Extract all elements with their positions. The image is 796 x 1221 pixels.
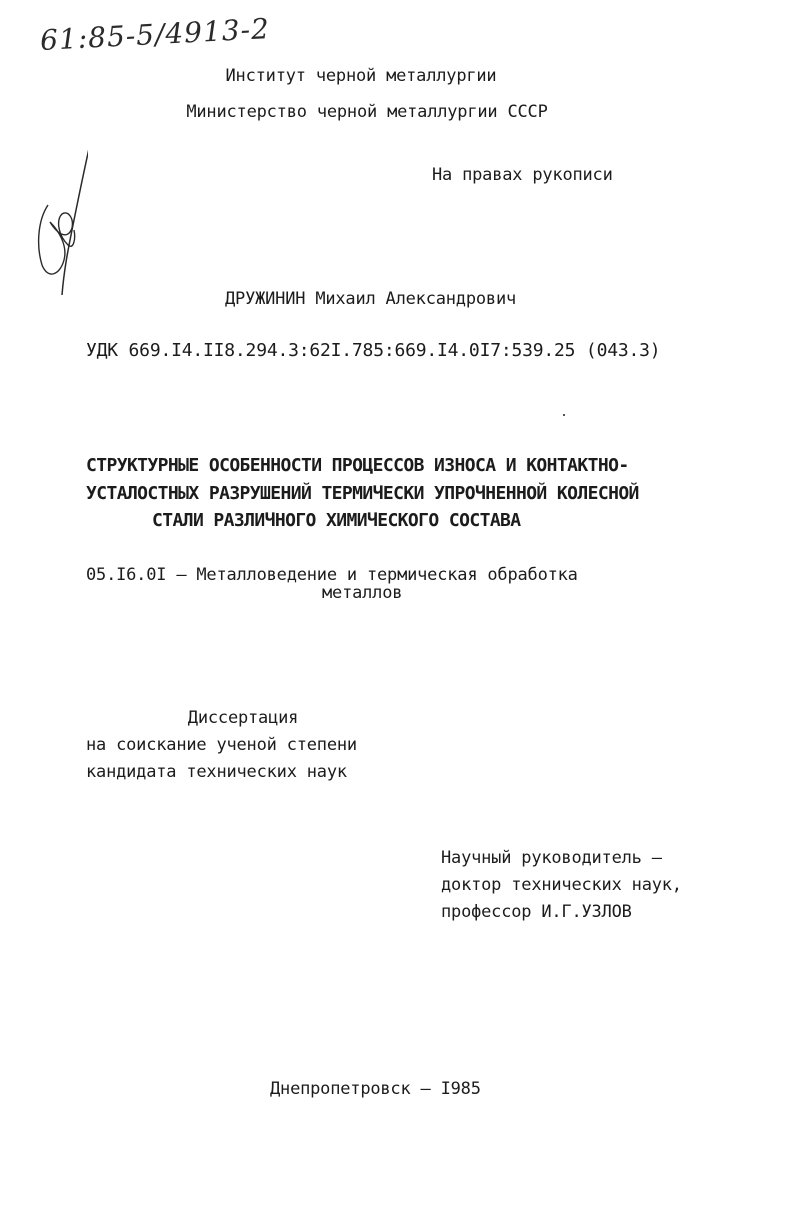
title-line-2: УСТАЛОСТНЫХ РАЗРУШЕНИЙ ТЕРМИЧЕСКИ УПРОЧНЕННОЙ КОЛЕСНОЙ — [86, 483, 639, 504]
dissertation-label: Диссертация — [187, 708, 299, 728]
degree-line: на соискание ученой степени — [86, 735, 357, 755]
scan-speck — [563, 414, 565, 416]
author-name: ДРУЖИНИН Михаил Александрович — [225, 289, 517, 309]
city-year: Днепропетровск – I985 — [270, 1079, 481, 1099]
udk-code: УДК 669.I4.II8.294.3:62I.785:669.I4.0I7:539.25 (043.3) — [86, 340, 661, 361]
degree-type: кандидата технических наук — [86, 762, 347, 782]
ministry-name: Министерство черной металлургии СССР — [186, 102, 548, 122]
supervisor-name: профессор И.Г.УЗЛОВ — [441, 902, 632, 922]
title-line-3: СТАЛИ РАЗЛИЧНОГО ХИМИЧЕСКОГО СОСТАВА — [152, 510, 521, 531]
specialty-continuation: металлов — [322, 583, 403, 603]
archive-mark: 61:85-5/4913-2 — [39, 12, 271, 57]
manuscript-rights: На правах рукописи — [432, 165, 613, 185]
supervisor-degree: доктор технических наук, — [441, 875, 682, 895]
title-line-1: СТРУКТУРНЫЕ ОСОБЕННОСТИ ПРОЦЕССОВ ИЗНОСА И КОНТАКТНО- — [86, 455, 629, 476]
institute-name: Институт черной металлургии — [225, 66, 497, 86]
supervisor-label: Научный руководитель – — [441, 848, 662, 868]
specialty-code: 05.I6.0I – Металловедение и термическая обработка — [86, 565, 578, 585]
signature-mark — [28, 110, 88, 300]
